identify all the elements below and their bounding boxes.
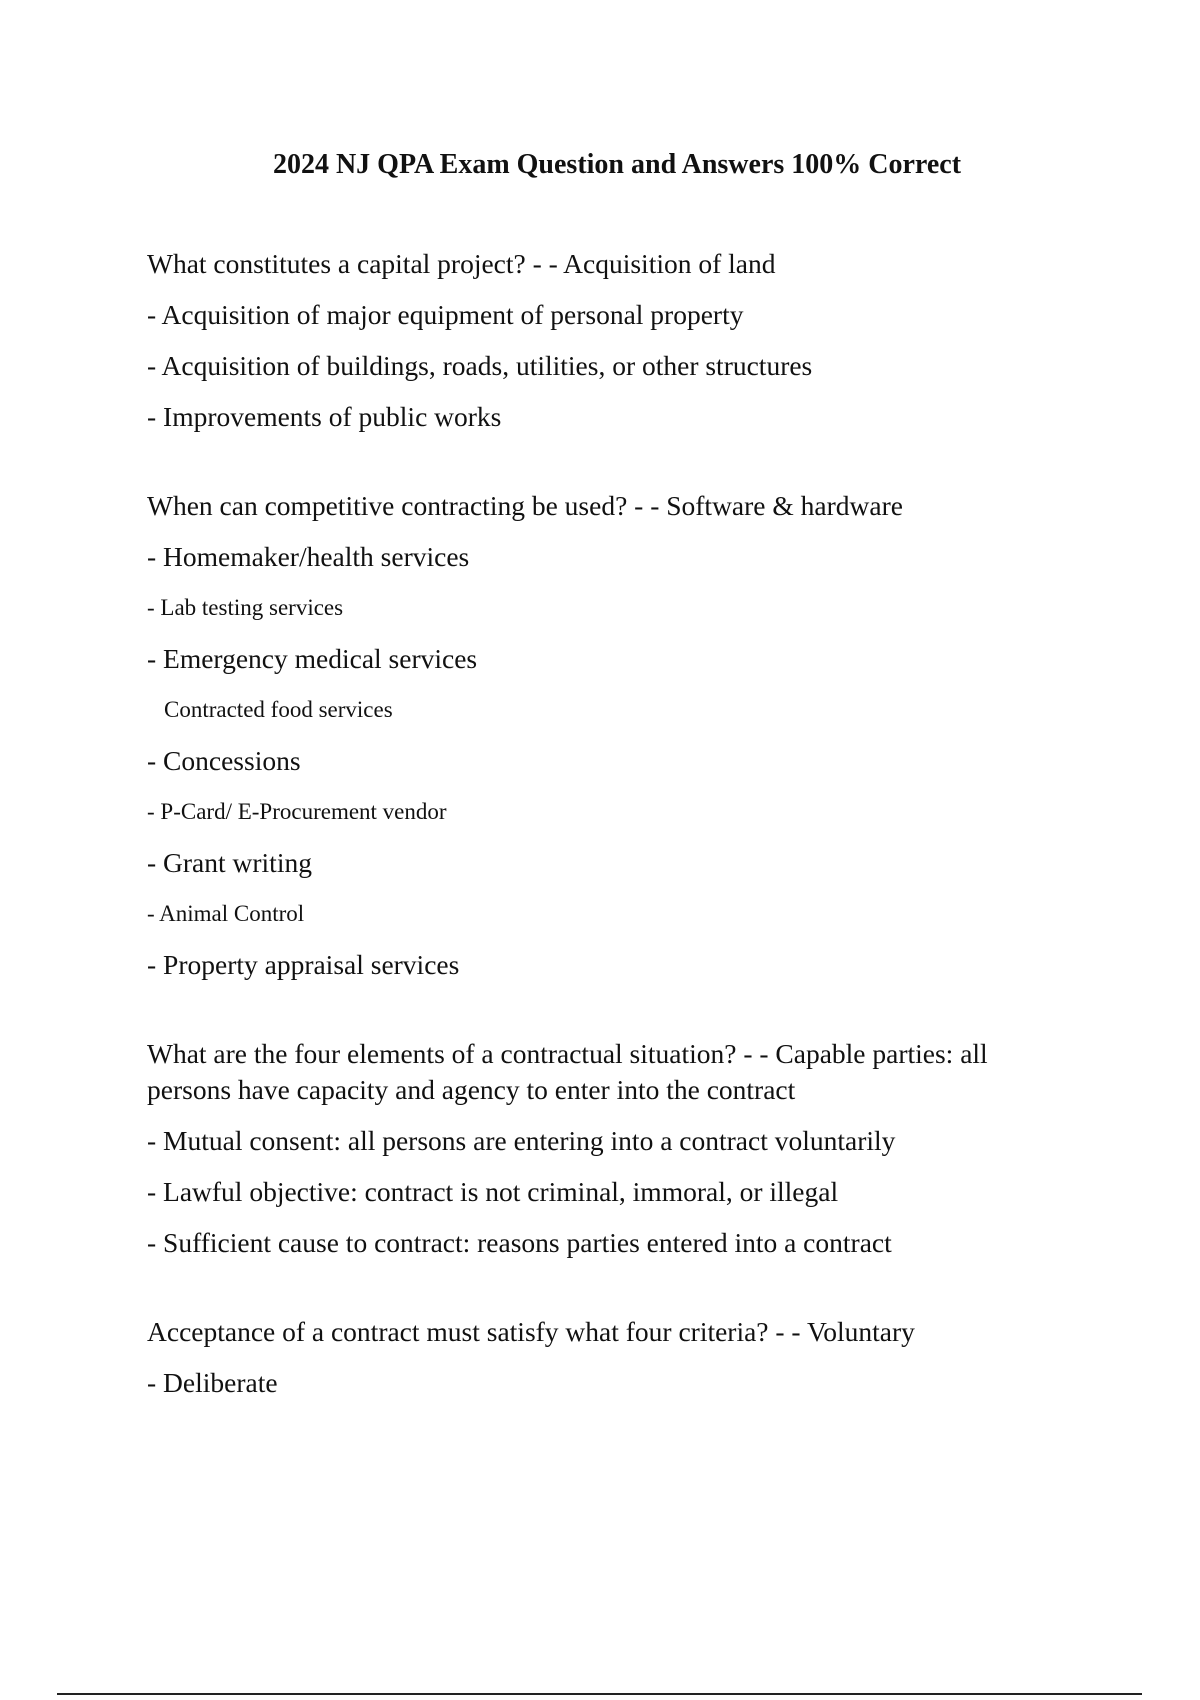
answer-line: - Acquisition of major equipment of personal property — [147, 299, 744, 330]
qa-block-contract-elements — [147, 1036, 1047, 1261]
answer-line: - Acquisition of buildings, roads, utilities, or other structures — [147, 350, 813, 381]
page-title: 2024 NJ QPA Exam Question and Answers 100% Correct — [272, 149, 962, 180]
answer-line: - Sufficient cause to contract: reasons parties entered into a contract — [147, 1227, 892, 1258]
answer-line: - Lawful objective: contract is not criminal, immoral, or illegal — [147, 1176, 839, 1207]
answer-line: - Emergency medical services — [147, 643, 478, 674]
document-body — [147, 246, 1047, 1454]
question: When can competitive contracting be used? - - Software & hardware — [147, 490, 903, 521]
question: What constitutes a capital project? - - Acquisition of land — [147, 248, 776, 279]
answer-line: - Mutual consent: all persons are entering into a contract voluntarily — [147, 1125, 896, 1156]
footer-divider — [57, 1693, 1142, 1695]
answer-line: - Deliberate — [147, 1367, 278, 1398]
qa-block-competitive-contracting — [147, 488, 1047, 983]
qa-block-acceptance-criteria — [147, 1314, 1047, 1401]
qa-block-capital-project — [147, 246, 1047, 435]
answer-line: - Homemaker/health services — [147, 541, 470, 572]
answer-line: - Animal Control — [147, 901, 305, 926]
answer-line: - Improvements of public works — [147, 401, 502, 432]
question: What are the four elements of a contractual situation? - - Capable parties: all persons have capacity and agency to enter into the contract — [147, 1038, 988, 1105]
question: Acceptance of a contract must satisfy what four criteria? - - Voluntary — [147, 1316, 915, 1347]
answer-line: - Concessions — [147, 745, 301, 776]
answer-line: Contracted food services — [164, 697, 393, 722]
answer-line: - Lab testing services — [147, 595, 344, 620]
answer-line: - Grant writing — [147, 847, 312, 878]
answer-line: - Property appraisal services — [147, 949, 460, 980]
answer-line: - P-Card/ E-Procurement vendor — [147, 799, 447, 824]
